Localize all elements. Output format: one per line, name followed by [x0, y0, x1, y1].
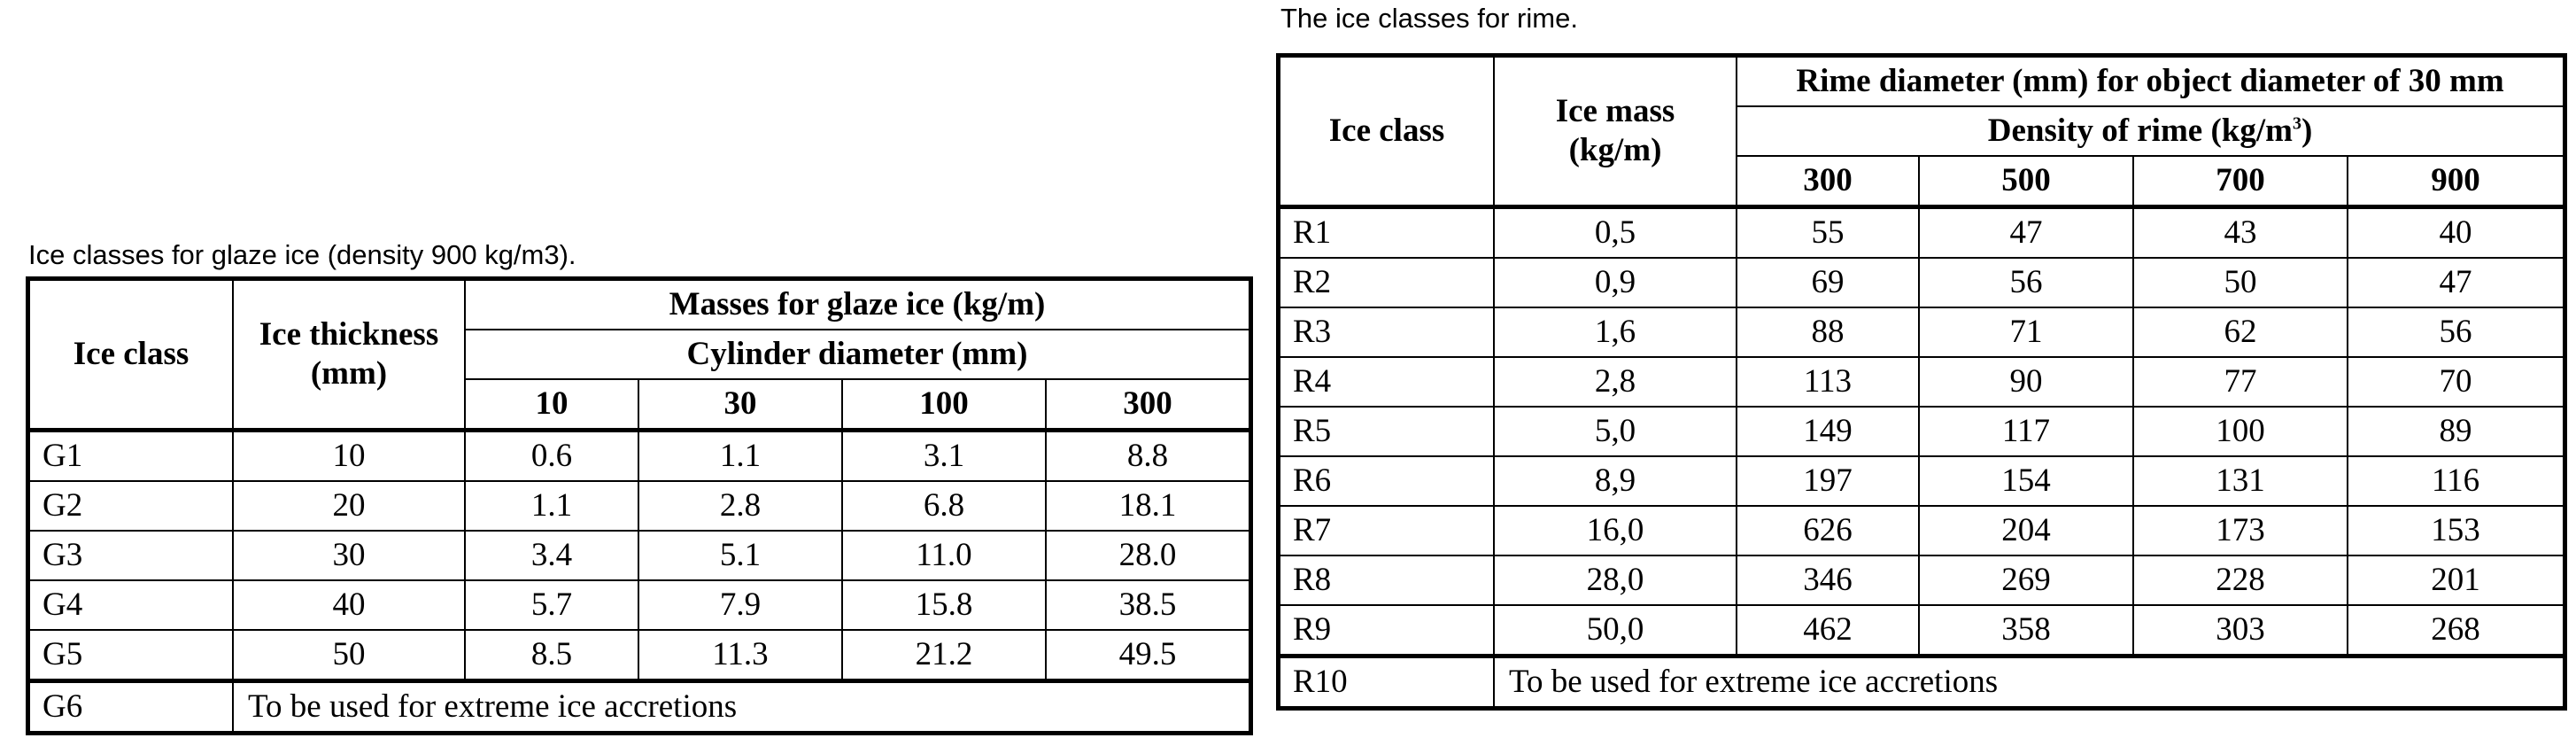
value-cell: 2.8 [638, 481, 842, 531]
ice-class-cell: R7 [1280, 506, 1494, 555]
table-row [1280, 656, 2564, 708]
value-cell: 10 [233, 431, 465, 482]
value-cell: 49.5 [1046, 630, 1249, 681]
table-row [1280, 407, 2564, 456]
value-cell: 11.0 [842, 531, 1046, 580]
value-cell: 358 [1919, 605, 2133, 656]
rime-table-caption: The ice classes for rime. [1280, 3, 1578, 34]
value-cell: 0.6 [465, 431, 638, 482]
value-cell: 0,9 [1494, 258, 1737, 307]
header-col-diameter: 10 [465, 379, 638, 431]
ice-class-cell: R5 [1280, 407, 1494, 456]
table-row [29, 481, 1249, 531]
value-cell: 18.1 [1046, 481, 1249, 531]
value-cell: 69 [1737, 258, 1919, 307]
value-cell: 173 [2133, 506, 2348, 555]
value-cell: 346 [1737, 555, 1919, 605]
table-row [1280, 605, 2564, 656]
value-cell: 88 [1737, 307, 1919, 357]
header-ice-thickness-line2: (mm) [310, 355, 388, 392]
value-cell: 15.8 [842, 580, 1046, 630]
value-cell: 56 [1919, 258, 2133, 307]
value-cell: 28,0 [1494, 555, 1737, 605]
table-row [29, 681, 1249, 733]
ice-class-cell: R2 [1280, 258, 1494, 307]
value-cell: 626 [1737, 506, 1919, 555]
value-cell: 303 [2133, 605, 2348, 656]
header-cylinder-diameter: Cylinder diameter (mm) [465, 330, 1249, 379]
header-ice-mass [1494, 57, 1737, 207]
value-cell: 197 [1737, 456, 1919, 506]
header-col-diameter: 300 [1046, 379, 1249, 431]
header-density-text: Density of rime (kg/m [1987, 113, 2293, 149]
rime-ice-table [1279, 56, 2564, 708]
table-row [29, 630, 1249, 681]
value-cell: 1.1 [465, 481, 638, 531]
table-row [29, 580, 1249, 630]
header-ice-thickness [233, 280, 465, 431]
header-density-superscript: 3 [2292, 113, 2301, 134]
value-cell: 268 [2348, 605, 2564, 656]
value-cell: 2,8 [1494, 357, 1737, 407]
ice-class-cell: R9 [1280, 605, 1494, 656]
extreme-note-cell: To be used for extreme ice accretions [1494, 656, 2564, 708]
value-cell: 71 [1919, 307, 2133, 357]
value-cell: 149 [1737, 407, 1919, 456]
value-cell: 0,5 [1494, 207, 1737, 259]
extreme-note-cell: To be used for extreme ice accretions [233, 681, 1249, 733]
ice-class-cell: R3 [1280, 307, 1494, 357]
header-col-density: 500 [1919, 156, 2133, 207]
value-cell: 50 [233, 630, 465, 681]
value-cell: 1.1 [638, 431, 842, 482]
value-cell: 20 [233, 481, 465, 531]
value-cell: 153 [2348, 506, 2564, 555]
value-cell: 116 [2348, 456, 2564, 506]
value-cell: 201 [2348, 555, 2564, 605]
table-row [1280, 207, 2564, 259]
header-col-density: 300 [1737, 156, 1919, 207]
value-cell: 1,6 [1494, 307, 1737, 357]
table-row [1280, 307, 2564, 357]
header-col-diameter: 100 [842, 379, 1046, 431]
header-density-close: ) [2301, 113, 2313, 149]
value-cell: 47 [1919, 207, 2133, 259]
ice-class-cell: R1 [1280, 207, 1494, 259]
glaze-table-caption: Ice classes for glaze ice (density 900 kg/m3). [28, 239, 576, 270]
value-cell: 55 [1737, 207, 1919, 259]
header-ice-mass-line2: (kg/m) [1568, 132, 1662, 168]
header-ice-mass-line1: Ice mass [1555, 93, 1675, 129]
table-row [29, 431, 1249, 482]
value-cell: 6.8 [842, 481, 1046, 531]
value-cell: 204 [1919, 506, 2133, 555]
value-cell: 50 [2133, 258, 2348, 307]
value-cell: 269 [1919, 555, 2133, 605]
ice-class-cell: G4 [29, 580, 233, 630]
table-row [29, 531, 1249, 580]
value-cell: 462 [1737, 605, 1919, 656]
value-cell: 70 [2348, 357, 2564, 407]
value-cell: 228 [2133, 555, 2348, 605]
value-cell: 47 [2348, 258, 2564, 307]
value-cell: 90 [1919, 357, 2133, 407]
header-col-density: 900 [2348, 156, 2564, 207]
ice-class-cell: R10 [1280, 656, 1494, 708]
header-ice-thickness-line1: Ice thickness [259, 316, 439, 353]
value-cell: 56 [2348, 307, 2564, 357]
ice-class-cell: R6 [1280, 456, 1494, 506]
value-cell: 28.0 [1046, 531, 1249, 580]
ice-class-cell: G1 [29, 431, 233, 482]
value-cell: 40 [233, 580, 465, 630]
ice-class-cell: R8 [1280, 555, 1494, 605]
header-rime-diameter: Rime diameter (mm) for object diameter of 30 mm [1737, 57, 2564, 106]
header-col-density: 700 [2133, 156, 2348, 207]
value-cell: 43 [2133, 207, 2348, 259]
value-cell: 7.9 [638, 580, 842, 630]
value-cell: 5.7 [465, 580, 638, 630]
value-cell: 30 [233, 531, 465, 580]
value-cell: 3.1 [842, 431, 1046, 482]
value-cell: 100 [2133, 407, 2348, 456]
table-row [1280, 506, 2564, 555]
value-cell: 8.5 [465, 630, 638, 681]
value-cell: 113 [1737, 357, 1919, 407]
ice-class-cell: G3 [29, 531, 233, 580]
value-cell: 5.1 [638, 531, 842, 580]
value-cell: 77 [2133, 357, 2348, 407]
ice-class-cell: G2 [29, 481, 233, 531]
table-row [1280, 555, 2564, 605]
value-cell: 131 [2133, 456, 2348, 506]
value-cell: 40 [2348, 207, 2564, 259]
header-masses: Masses for glaze ice (kg/m) [465, 280, 1249, 330]
ice-class-cell: G6 [29, 681, 233, 733]
header-ice-class: Ice class [29, 280, 233, 431]
value-cell: 16,0 [1494, 506, 1737, 555]
value-cell: 154 [1919, 456, 2133, 506]
glaze-ice-table [28, 279, 1250, 733]
value-cell: 8.8 [1046, 431, 1249, 482]
table-row [1280, 456, 2564, 506]
table-row [1280, 357, 2564, 407]
value-cell: 50,0 [1494, 605, 1737, 656]
value-cell: 5,0 [1494, 407, 1737, 456]
value-cell: 117 [1919, 407, 2133, 456]
value-cell: 11.3 [638, 630, 842, 681]
value-cell: 89 [2348, 407, 2564, 456]
value-cell: 21.2 [842, 630, 1046, 681]
ice-class-cell: R4 [1280, 357, 1494, 407]
value-cell: 38.5 [1046, 580, 1249, 630]
value-cell: 3.4 [465, 531, 638, 580]
ice-class-cell: G5 [29, 630, 233, 681]
value-cell: 62 [2133, 307, 2348, 357]
value-cell: 8,9 [1494, 456, 1737, 506]
header-col-diameter: 30 [638, 379, 842, 431]
table-row [1280, 258, 2564, 307]
header-density-of-rime [1737, 106, 2564, 156]
header-ice-class: Ice class [1280, 57, 1494, 207]
